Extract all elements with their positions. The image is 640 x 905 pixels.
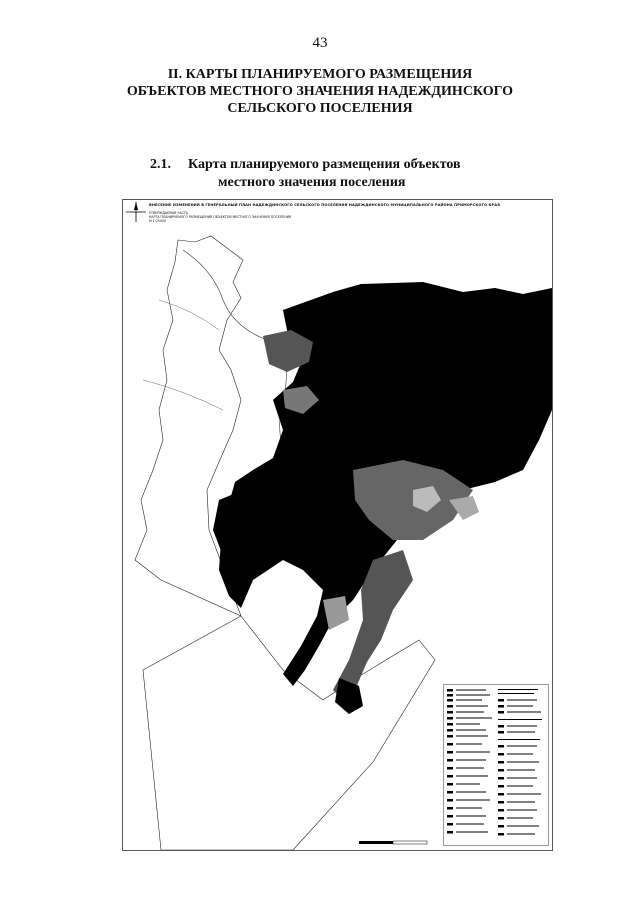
southern-boundary bbox=[143, 616, 435, 850]
section-title bbox=[60, 66, 580, 117]
map-legend bbox=[443, 684, 549, 846]
north-arrow-icon bbox=[126, 202, 146, 222]
page-number: 43 bbox=[312, 35, 328, 51]
map-subtitle: УТВЕРЖДАЕМАЯ ЧАСТЬ bbox=[149, 211, 189, 215]
subsection-title-line: местного значения поселения bbox=[218, 175, 406, 190]
subsection-title-line: Карта планируемого размещения объектов bbox=[188, 157, 461, 172]
map-header: ВНЕСЕНИЕ ИЗМЕНЕНИЙ В ГЕНЕРАЛЬНЫЙ ПЛАН НАДЕЖДИНСКОГО СЕЛЬСКОГО ПОСЕЛЕНИЯ НАДЕЖДИНСКОГО МУНИЦИПАЛЬНОГО РАЙОНА ПРИМОРСКОГО КРАЯ bbox=[149, 203, 500, 207]
section-title-line: СЕЛЬСКОГО ПОСЕЛЕНИЯ bbox=[227, 101, 413, 116]
planning-map bbox=[122, 199, 553, 851]
legend-entries bbox=[444, 685, 548, 845]
map-scale-label: М 1:25000 bbox=[149, 219, 167, 223]
section-title-line: II. КАРТЫ ПЛАНИРУЕМОГО РАЗМЕЩЕНИЯ bbox=[167, 67, 473, 82]
subsection-number: 2.1. bbox=[150, 157, 171, 172]
section-title-line: ОБЪЕКТОВ МЕСТНОГО ЗНАЧЕНИЯ НАДЕЖДИНСКОГО bbox=[126, 84, 514, 99]
scale-bar bbox=[359, 841, 427, 844]
map-subtitle: КАРТА ПЛАНИРУЕМОГО РАЗМЕЩЕНИЯ ОБЪЕКТОВ МЕСТНОГО ЗНАЧЕНИЯ ПОСЕЛЕНИЯ bbox=[149, 215, 292, 219]
